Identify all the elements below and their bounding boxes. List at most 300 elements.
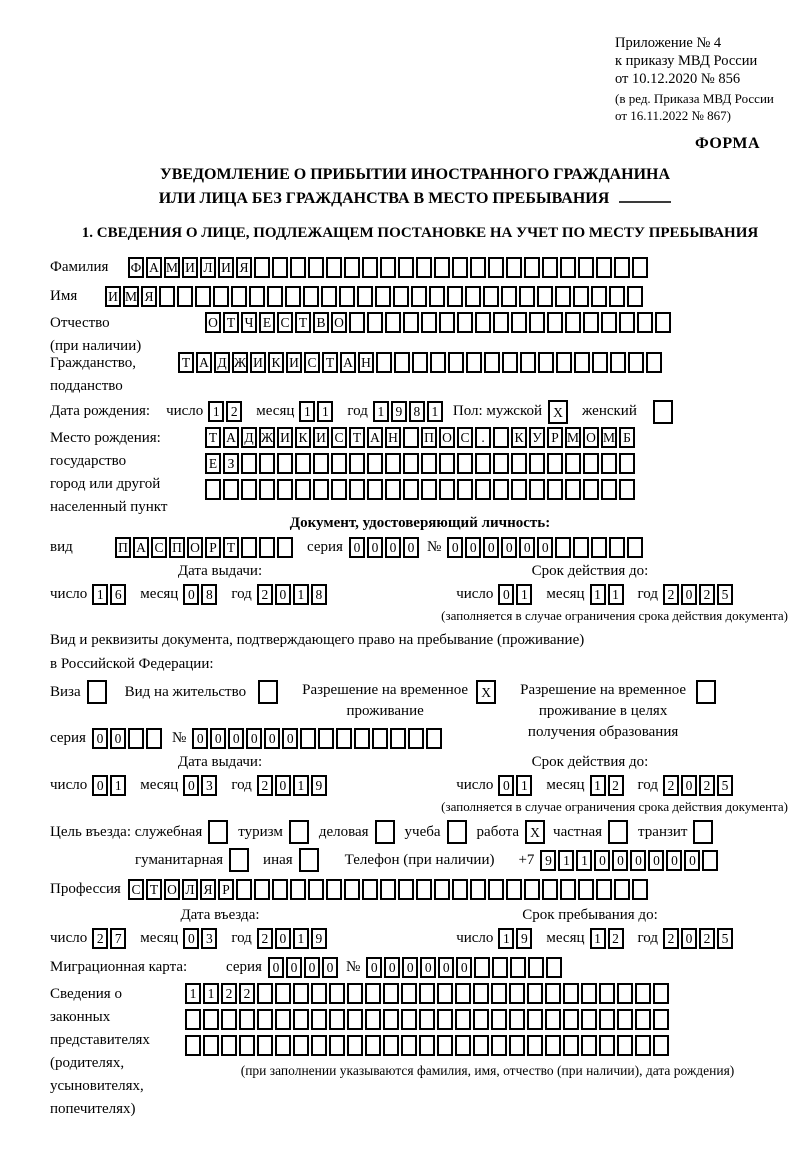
char-cell [573, 286, 589, 307]
entry-date-group [50, 928, 329, 949]
char-cell: 0 [519, 537, 535, 558]
char-cell: И [277, 427, 293, 448]
birthdate-label: Дата рождения: [50, 403, 151, 420]
char-cell [452, 879, 468, 900]
char-cell [203, 1035, 219, 1056]
sex-female-checkbox [653, 400, 675, 424]
char-cell [465, 286, 481, 307]
char-cell [470, 257, 486, 278]
representatives-row3 [185, 1035, 790, 1056]
char-cell [311, 983, 327, 1004]
char-cell: 2 [608, 775, 624, 796]
char-cell: А [133, 537, 149, 558]
char-cell [529, 453, 545, 474]
char-cell [372, 728, 388, 749]
residence-valid-group [456, 775, 735, 796]
char-cell: Д [214, 352, 230, 373]
char-cell [627, 286, 643, 307]
phone-cells [540, 850, 720, 871]
char-cell [546, 957, 562, 978]
char-cell [434, 257, 450, 278]
char-cell [412, 352, 428, 373]
birth-day-cells [208, 401, 244, 422]
rvp-label-line2: проживание [346, 703, 424, 720]
char-cell [617, 1009, 633, 1030]
char-cell [646, 352, 662, 373]
identity-issue-day [92, 584, 128, 605]
char-cell: 0 [275, 775, 291, 796]
patronymic-cells [205, 312, 673, 333]
char-cell: Т [146, 879, 162, 900]
char-cell [241, 479, 257, 500]
birth-month-cells [299, 401, 335, 422]
char-cell [285, 286, 301, 307]
char-cell: И [182, 257, 198, 278]
char-cell [367, 312, 383, 333]
year-label: год [231, 586, 252, 603]
char-cell [347, 983, 363, 1004]
char-cell [619, 453, 635, 474]
rvpo-label-line1: Разрешение на временное [520, 682, 687, 699]
char-cell: 0 [92, 775, 108, 796]
char-cell: З [223, 453, 239, 474]
char-cell: Ф [128, 257, 144, 278]
char-cell [439, 479, 455, 500]
char-cell: 0 [282, 728, 298, 749]
entry-year [257, 928, 329, 949]
char-cell [581, 1035, 597, 1056]
char-cell [362, 257, 378, 278]
appendix-line: к приказу МВД России [615, 53, 758, 70]
char-cell [573, 537, 589, 558]
char-cell: X [525, 820, 545, 844]
char-cell: А [340, 352, 356, 373]
char-cell [347, 1009, 363, 1030]
year-label: год [231, 929, 252, 946]
char-cell [488, 257, 504, 278]
entry-month [183, 928, 219, 949]
char-cell: Б [619, 427, 635, 448]
char-cell: А [146, 257, 162, 278]
char-cell: 0 [681, 775, 697, 796]
char-cell: П [115, 537, 131, 558]
char-cell [493, 312, 509, 333]
entry-day [92, 928, 128, 949]
char-cell [542, 257, 558, 278]
char-cell [475, 479, 491, 500]
char-cell [509, 983, 525, 1004]
char-cell: 0 [286, 957, 302, 978]
char-cell [542, 879, 558, 900]
char-cell: 0 [228, 728, 244, 749]
char-cell [383, 1009, 399, 1030]
char-cell [509, 1009, 525, 1030]
char-cell: 9 [516, 928, 532, 949]
identity-doc-date-headings [50, 563, 790, 580]
char-cell [609, 537, 625, 558]
residence-valid-heading: Срок действия до: [531, 754, 649, 771]
char-cell: 2 [226, 401, 242, 422]
char-cell: 2 [699, 584, 715, 605]
char-cell: 0 [349, 537, 365, 558]
char-cell: 1 [516, 584, 532, 605]
day-label: число [50, 586, 88, 603]
char-cell [565, 312, 581, 333]
char-cell [258, 680, 278, 704]
char-cell [385, 479, 401, 500]
char-cell [591, 537, 607, 558]
migration-nomer-cells [366, 957, 564, 978]
char-cell: 2 [92, 928, 108, 949]
char-cell [221, 1009, 237, 1030]
char-cell: 2 [663, 584, 679, 605]
char-cell: Т [349, 427, 365, 448]
residence-nomer-cells [192, 728, 444, 749]
char-cell [545, 1035, 561, 1056]
appendix-note-line: (в ред. Приказа МВД России [615, 91, 774, 107]
char-cell: Р [547, 427, 563, 448]
char-cell: М [565, 427, 581, 448]
char-cell [195, 286, 211, 307]
char-cell: Н [385, 427, 401, 448]
representatives-cells-col [185, 983, 790, 1080]
identity-doc-seriya-cells [349, 537, 421, 558]
representatives-labels [50, 983, 185, 1121]
char-cell: 1 [203, 983, 219, 1004]
firstname-row [50, 283, 790, 310]
patronymic-label-line2: (при наличии) [50, 338, 142, 355]
char-cell [416, 879, 432, 900]
char-cell: А [223, 427, 239, 448]
purpose-chastnaya-label: частная [553, 823, 603, 840]
year-label: год [231, 777, 252, 794]
day-label: число [456, 586, 494, 603]
identity-valid-day [498, 584, 534, 605]
char-cell [326, 879, 342, 900]
char-cell [275, 983, 291, 1004]
char-cell: 0 [498, 775, 514, 796]
char-cell: О [439, 427, 455, 448]
char-cell: 2 [608, 928, 624, 949]
char-cell [565, 453, 581, 474]
identity-issue-heading: Дата выдачи: [177, 563, 263, 580]
appendix-line: Приложение № 4 [615, 35, 722, 51]
char-cell: Е [259, 312, 275, 333]
citizenship-block [50, 352, 790, 398]
char-cell: 0 [367, 537, 383, 558]
identity-doc-nomer-label: № [426, 539, 442, 556]
char-cell [470, 879, 486, 900]
char-cell [581, 1009, 597, 1030]
char-cell [390, 728, 406, 749]
birthplace-cells-col [205, 427, 637, 505]
char-cell [581, 983, 597, 1004]
residence-doc-line2: в Российской Федерации: [50, 656, 214, 673]
char-cell: 3 [201, 775, 217, 796]
residence-doc-line1: Вид и реквизиты документа, подтверждающего право на пребывание (проживание) [50, 632, 585, 649]
month-label: месяц [256, 403, 295, 420]
residence-seriya-label: серия [50, 730, 86, 747]
char-cell: 0 [684, 850, 700, 871]
phone-label: Телефон (при наличии) [344, 851, 495, 868]
residence-issue-day [92, 775, 128, 796]
char-cell: X [476, 680, 496, 704]
birthplace-block [50, 427, 790, 519]
purpose-gumanitarnaya-label: гуманитарная [135, 851, 224, 868]
char-cell [475, 453, 491, 474]
identity-valid-month [590, 584, 626, 605]
char-cell [275, 1009, 291, 1030]
representatives-note: (при заполнении указываются фамилия, имя, отчество (при наличии), дата рождения) [240, 1062, 735, 1078]
char-cell [87, 680, 107, 704]
char-cell [293, 983, 309, 1004]
char-cell [401, 1009, 417, 1030]
char-cell [488, 879, 504, 900]
char-cell [511, 479, 527, 500]
char-cell [474, 957, 490, 978]
residence-issue-month [183, 775, 219, 796]
char-cell [560, 257, 576, 278]
char-cell [578, 257, 594, 278]
migration-seriya-cells [268, 957, 340, 978]
day-label: число [456, 929, 494, 946]
char-cell [236, 879, 252, 900]
char-cell [560, 879, 576, 900]
char-cell [475, 312, 491, 333]
char-cell [455, 1035, 471, 1056]
char-cell: 0 [681, 584, 697, 605]
char-cell: 5 [717, 775, 733, 796]
purpose-inaya-checkbox [299, 848, 321, 872]
char-cell: 8 [201, 584, 217, 605]
char-cell [259, 537, 275, 558]
char-cell [601, 312, 617, 333]
char-cell [547, 453, 563, 474]
char-cell: 0 [498, 584, 514, 605]
char-cell [380, 879, 396, 900]
char-cell: 5 [717, 928, 733, 949]
char-cell [457, 479, 473, 500]
patronymic-label-line1: Отчество [50, 315, 110, 332]
char-cell [367, 479, 383, 500]
char-cell: 2 [257, 775, 273, 796]
entry-dates-row [50, 925, 790, 952]
char-cell [365, 983, 381, 1004]
char-cell [254, 879, 270, 900]
identity-doc-type-cells [115, 537, 295, 558]
char-cell: 0 [402, 957, 418, 978]
char-cell: П [421, 427, 437, 448]
char-cell [300, 728, 316, 749]
char-cell [375, 286, 391, 307]
sex-male-label: Пол: мужской [452, 403, 543, 420]
char-cell: Ч [241, 312, 257, 333]
char-cell: 0 [275, 584, 291, 605]
char-cell [277, 453, 293, 474]
form-title-line2 [50, 187, 780, 211]
char-cell [510, 957, 526, 978]
stay-month [590, 928, 626, 949]
char-cell [484, 352, 500, 373]
char-cell [259, 479, 275, 500]
char-cell: 0 [483, 537, 499, 558]
char-cell [257, 1009, 273, 1030]
char-cell [614, 879, 630, 900]
char-cell [257, 983, 273, 1004]
char-cell [455, 1009, 471, 1030]
char-cell: 0 [322, 957, 338, 978]
year-label: год [637, 777, 658, 794]
char-cell [574, 352, 590, 373]
char-cell: 0 [403, 537, 419, 558]
char-cell: 1 [590, 584, 606, 605]
char-cell [393, 286, 409, 307]
identity-issue-year [257, 584, 329, 605]
char-cell: 0 [438, 957, 454, 978]
char-cell: П [169, 537, 185, 558]
char-cell [403, 479, 419, 500]
char-cell [385, 312, 401, 333]
char-cell [491, 1009, 507, 1030]
birthplace-label-line2: государство [50, 453, 127, 470]
char-cell [208, 820, 228, 844]
char-cell [538, 352, 554, 373]
char-cell [519, 286, 535, 307]
char-cell: 0 [537, 537, 553, 558]
char-cell [448, 352, 464, 373]
char-cell [601, 453, 617, 474]
char-cell [313, 479, 329, 500]
char-cell [272, 257, 288, 278]
char-cell [383, 983, 399, 1004]
char-cell [473, 1035, 489, 1056]
citizenship-label-line2: подданство [50, 378, 123, 395]
char-cell [277, 479, 293, 500]
char-cell: 1 [498, 928, 514, 949]
char-cell: 1 [516, 775, 532, 796]
char-cell [421, 479, 437, 500]
char-cell [321, 286, 337, 307]
char-cell: 1 [208, 401, 224, 422]
char-cell: Я [236, 257, 252, 278]
char-cell: 0 [666, 850, 682, 871]
form-title-line1: УВЕДОМЛЕНИЕ О ПРИБЫТИИ ИНОСТРАННОГО ГРАЖДАНИНА [159, 166, 671, 184]
char-cell [635, 1035, 651, 1056]
residence-issue-year [257, 775, 329, 796]
char-cell [376, 352, 392, 373]
char-cell [257, 1035, 273, 1056]
char-cell [205, 479, 221, 500]
representatives-label-line: Сведения о [50, 985, 122, 1002]
char-cell [272, 879, 288, 900]
residence-issue-heading: Дата выдачи: [177, 754, 263, 771]
char-cell [601, 479, 617, 500]
char-cell [419, 1035, 435, 1056]
purpose-label: Цель въезда: служебная [50, 823, 203, 840]
representatives-row1 [185, 983, 790, 1004]
char-cell: К [295, 427, 311, 448]
char-cell [177, 286, 193, 307]
migration-seriya-label: серия [226, 958, 262, 975]
rvpo-label-line2: проживание в целях [538, 703, 668, 720]
char-cell [349, 312, 365, 333]
representatives-label-line: представителях [50, 1031, 150, 1048]
char-cell: 2 [257, 584, 273, 605]
purpose-row2 [50, 847, 790, 874]
char-cell: . [475, 427, 491, 448]
char-cell [293, 1035, 309, 1056]
char-cell: 0 [630, 850, 646, 871]
char-cell: 0 [268, 957, 284, 978]
char-cell [653, 1035, 669, 1056]
char-cell: С [331, 427, 347, 448]
char-cell: 0 [192, 728, 208, 749]
char-cell [599, 1035, 615, 1056]
char-cell [493, 479, 509, 500]
appendix-note-line: от 16.11.2022 № 867) [615, 108, 732, 124]
purpose-turizm-checkbox [289, 820, 311, 844]
char-cell: 0 [384, 957, 400, 978]
char-cell: 6 [110, 584, 126, 605]
char-cell: Р [218, 879, 234, 900]
char-cell: 1 [110, 775, 126, 796]
char-cell: 0 [110, 728, 126, 749]
char-cell [223, 479, 239, 500]
char-cell: И [105, 286, 121, 307]
char-cell [398, 879, 414, 900]
char-cell [511, 312, 527, 333]
char-cell [555, 537, 571, 558]
char-cell [434, 879, 450, 900]
char-cell: У [529, 427, 545, 448]
char-cell [331, 453, 347, 474]
char-cell: 1 [299, 401, 315, 422]
char-cell [502, 352, 518, 373]
char-cell [610, 352, 626, 373]
char-cell [426, 728, 442, 749]
char-cell [349, 479, 365, 500]
char-cell: 2 [699, 928, 715, 949]
char-cell [344, 257, 360, 278]
char-cell: 7 [110, 928, 126, 949]
char-cell [203, 1009, 219, 1030]
month-label: месяц [140, 586, 179, 603]
char-cell: 1 [590, 928, 606, 949]
char-cell: Л [200, 257, 216, 278]
char-cell [632, 257, 648, 278]
char-cell [241, 537, 257, 558]
birthplace-row3 [205, 479, 637, 500]
char-cell [421, 453, 437, 474]
char-cell: О [205, 312, 221, 333]
birthplace-label-line1: Место рождения: [50, 430, 161, 447]
char-cell [347, 1035, 363, 1056]
char-cell: М [123, 286, 139, 307]
stay-day [498, 928, 534, 949]
profession-cells [128, 879, 650, 900]
rvpo-checkbox [696, 680, 718, 704]
char-cell: 0 [447, 537, 463, 558]
profession-row [50, 876, 790, 903]
char-cell [383, 1035, 399, 1056]
day-label: число [456, 777, 494, 794]
char-cell: А [196, 352, 212, 373]
char-cell [628, 352, 644, 373]
char-cell [608, 820, 628, 844]
birthplace-row2 [205, 453, 637, 474]
char-cell: 1 [576, 850, 592, 871]
char-cell [290, 257, 306, 278]
